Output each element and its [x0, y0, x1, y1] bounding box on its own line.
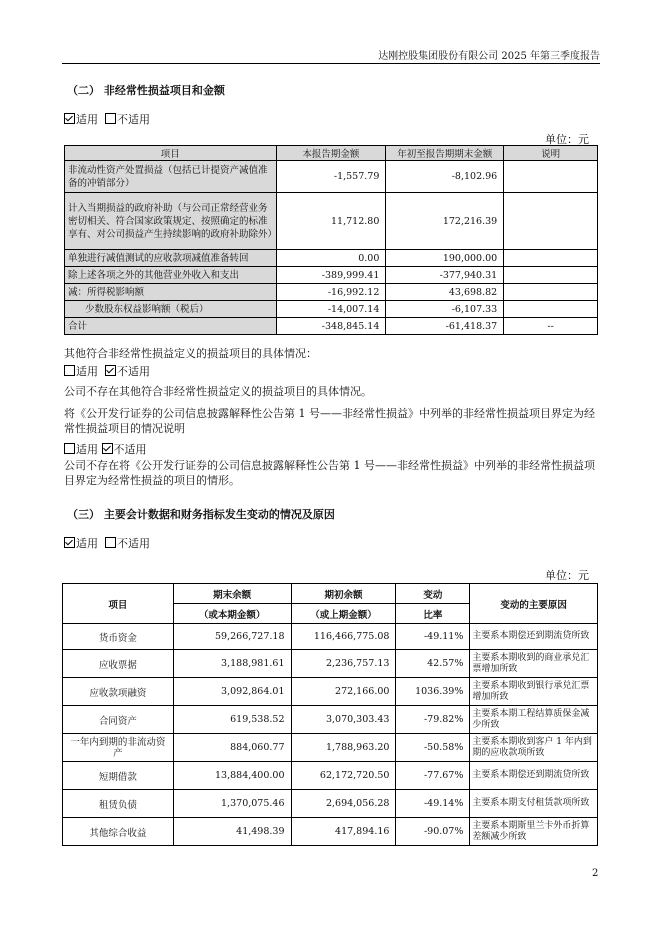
other-items-title: 其他符合非经常性损益定义的损益项目的具体情况：: [64, 347, 317, 360]
row-item: 一年内到期的非流动资产: [63, 734, 174, 762]
row-item: 除上述各项之外的其他营业外收入和支出: [65, 267, 277, 284]
row-begin: 1,788,963.20: [291, 734, 396, 762]
row-begin: 417,894.16: [291, 818, 396, 846]
row-ratio: -49.14%: [396, 790, 470, 818]
row-end: 59,266,727.18: [173, 624, 291, 650]
row-ratio: -79.82%: [396, 706, 470, 734]
row-item: 租赁负债: [63, 790, 174, 818]
not-applicable-label: 不适用: [117, 537, 150, 550]
applicable-label: 适用: [76, 113, 98, 126]
col-header-note: 说明: [504, 146, 598, 161]
listed-items-text: 公司不存在将《公开发行证券的公司信息披露解释性公告第 1 号——非经常性损益》中列举的非经常性损益项目界定为经常性损益的项目的情形。: [64, 459, 595, 487]
row-item: 应收款项融资: [63, 678, 174, 706]
changes-table: [62, 583, 598, 846]
row-item: 少数股东权益影响额（税后）: [65, 301, 277, 318]
row-reason: 主要系本期偿还到期流贷所致: [470, 762, 598, 790]
row-note: [504, 267, 598, 284]
row-item: 其他综合收益: [63, 818, 174, 846]
table-row: [63, 762, 598, 790]
row-item: 非流动性资产处置损益（包括已计提资产减值准备的冲销部分）: [65, 161, 277, 193]
table-row: [63, 650, 598, 678]
checkbox-applicable[interactable]: [64, 443, 75, 454]
listed-items-title: 将《公开发行证券的公司信息披露解释性公告第 1 号——非经常性损益》中列举的非经常性损益项目界定为经常性损益项目的情况说明: [64, 407, 595, 435]
report-header: 达刚控股集团股份有限公司 2025 年第三季度报告: [378, 51, 600, 62]
row-begin: 272,166.00: [291, 678, 396, 706]
checkbox-applicable[interactable]: [64, 365, 75, 376]
row-note: [504, 161, 598, 193]
row-item: 应收票据: [63, 650, 174, 678]
row-ratio: -90.07%: [396, 818, 470, 846]
checkbox-not-applicable[interactable]: [105, 113, 116, 124]
col-header-change-sub: 比率: [396, 604, 470, 624]
table-header-row: [63, 584, 598, 604]
checkbox-not-applicable[interactable]: [105, 537, 116, 548]
table-row: [65, 284, 598, 301]
applicability-row-3: [64, 441, 147, 457]
col-header-change: 变动: [396, 584, 470, 604]
row-item: 合同资产: [63, 706, 174, 734]
table-row: [65, 267, 598, 284]
row-ytd: 172,216.39: [386, 193, 504, 250]
row-item: 短期借款: [63, 762, 174, 790]
unit-label-1: 单位：元: [545, 133, 589, 146]
row-current: 11,712.80: [276, 193, 386, 250]
row-begin: 2,236,757.13: [291, 650, 396, 678]
applicability-row-2: [64, 363, 150, 379]
col-header-reason: 变动的主要原因: [470, 584, 598, 624]
row-end: 3,092,864.01: [173, 678, 291, 706]
table-row: [63, 790, 598, 818]
row-reason: 主要系本期支付租赁款项所致: [470, 790, 598, 818]
row-ratio: 1036.39%: [396, 678, 470, 706]
row-end: 1,370,075.46: [173, 790, 291, 818]
not-applicable-label: 不适用: [117, 365, 150, 378]
applicability-row-4: [64, 535, 150, 551]
row-ratio: 42.57%: [396, 650, 470, 678]
checkbox-applicable-checked[interactable]: [64, 537, 75, 548]
row-ratio: -50.58%: [396, 734, 470, 762]
col-header-begin: 期初余额: [291, 584, 396, 604]
row-current: -348,845.14: [276, 318, 386, 335]
row-item: 合计: [65, 318, 277, 335]
table-row-total: [65, 318, 598, 335]
row-end: 13,884,400.00: [173, 762, 291, 790]
row-note: [504, 284, 598, 301]
row-current: -1,557.79: [276, 161, 386, 193]
row-current: -16,992.12: [276, 284, 386, 301]
row-ratio: -77.67%: [396, 762, 470, 790]
checkbox-applicable-checked[interactable]: [64, 113, 75, 124]
applicable-label: 适用: [76, 365, 98, 378]
row-end: 41,498.39: [173, 818, 291, 846]
row-current: 0.00: [276, 250, 386, 267]
row-item: 减：所得税影响额: [65, 284, 277, 301]
row-begin: 116,466,775.08: [291, 624, 396, 650]
col-header-current: 本报告期金额: [276, 146, 386, 161]
table-row: [65, 301, 598, 318]
row-note: [504, 250, 598, 267]
col-header-end: 期末余额: [173, 584, 291, 604]
row-note: --: [504, 318, 598, 335]
row-ytd: -61,418.37: [386, 318, 504, 335]
unit-label-2: 单位：元: [545, 569, 589, 582]
col-header-end-sub: （或本期金额）: [173, 604, 291, 624]
row-ratio: -49.11%: [396, 624, 470, 650]
table-row: [65, 193, 598, 250]
table-row: [65, 250, 598, 267]
section-title-changes: （三） 主要会计数据和财务指标发生变动的情况及原因: [67, 508, 335, 521]
row-end: 3,188,981.61: [173, 650, 291, 678]
not-applicable-label: 不适用: [113, 443, 147, 456]
applicable-label: 适用: [76, 443, 98, 456]
row-reason: 主要系本期收到的商业承兑汇票增加所致: [470, 650, 598, 678]
row-current: -389,999.41: [276, 267, 386, 284]
row-item: 货币资金: [63, 624, 174, 650]
row-reason: 主要系本期收到客户 1 年内到期的应收款项所致: [470, 734, 598, 762]
not-applicable-label: 不适用: [117, 113, 150, 126]
row-item: 单独进行减值测试的应收款项减值准备转回: [65, 250, 277, 267]
col-header-item: 项目: [63, 584, 174, 624]
row-begin: 2,694,056.28: [291, 790, 396, 818]
row-note: [504, 193, 598, 250]
row-ytd: -377,940.31: [386, 267, 504, 284]
row-reason: 主要系本期偿还到期流贷所致: [470, 624, 598, 650]
table-header-row: [65, 146, 598, 161]
row-ytd: 43,698.82: [386, 284, 504, 301]
checkbox-not-applicable-checked[interactable]: [102, 443, 113, 454]
row-begin: 62,172,720.50: [291, 762, 396, 790]
header-divider: [62, 63, 600, 64]
page-number: 2: [592, 868, 599, 879]
checkbox-not-applicable-checked[interactable]: [105, 365, 116, 376]
row-reason: 主要系本期斯里兰卡外币折算差额减少所致: [470, 818, 598, 846]
row-item: 计入当期损益的政府补助（与公司正常经营业务密切相关、符合国家政策规定、按照确定的标准享有、对公司损益产生持续影响的政府补助除外）: [65, 193, 277, 250]
row-end: 884,060.77: [173, 734, 291, 762]
table-row: [63, 706, 598, 734]
table-row: [63, 678, 598, 706]
row-current: -14,007.14: [276, 301, 386, 318]
row-ytd: 190,000.00: [386, 250, 504, 267]
section-title-nonrecurring: （二） 非经常性损益项目和金额: [67, 84, 225, 97]
nonrecurring-table: [64, 145, 598, 335]
row-note: [504, 301, 598, 318]
row-reason: 主要系本期工程结算质保金减少所致: [470, 706, 598, 734]
other-items-text: 公司不存在其他符合非经常性损益定义的损益项目的具体情况。: [64, 385, 372, 398]
col-header-begin-sub: （或上期金额）: [291, 604, 396, 624]
col-header-ytd: 年初至报告期期末金额: [386, 146, 504, 161]
table-row: [63, 624, 598, 650]
row-ytd: -8,102.96: [386, 161, 504, 193]
col-header-item: 项目: [65, 146, 277, 161]
table-row: [63, 734, 598, 762]
row-begin: 3,070,303.43: [291, 706, 396, 734]
row-ytd: -6,107.33: [386, 301, 504, 318]
row-reason: 主要系本期收到银行承兑汇票增加所致: [470, 678, 598, 706]
table-row: [65, 161, 598, 193]
applicable-label: 适用: [76, 537, 98, 550]
applicability-row-1: [64, 111, 150, 127]
table-row: [63, 818, 598, 846]
row-end: 619,538.52: [173, 706, 291, 734]
